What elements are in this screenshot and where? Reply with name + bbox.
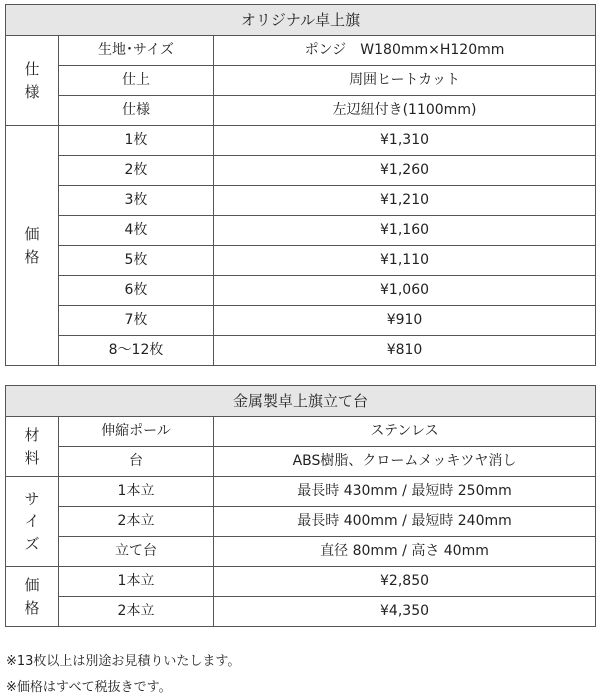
size-value-cell: 最長時 400mm / 最短時 240mm [214, 507, 596, 537]
price-group-label: 価 格 [6, 126, 59, 366]
spec-value-cell: 周囲ヒートカット [214, 66, 596, 96]
note-bulk-quote: ※13枚以上は別途お見積りいたします。 [6, 654, 241, 669]
material-group-label: 材 料 [6, 417, 59, 477]
stand-spec-table [5, 385, 596, 627]
spec-name-cell: 仕様 [59, 96, 214, 126]
price-cell: ¥810 [214, 336, 596, 366]
material-name-cell: 伸縮ポール [59, 417, 214, 447]
size-name-cell: 立て台 [59, 537, 214, 567]
material-name-cell: 台 [59, 447, 214, 477]
qty-cell: 4枚 [59, 216, 214, 246]
price-cell: ¥1,210 [214, 186, 596, 216]
note-tax-excluded: ※価格はすべて税抜きです。 [6, 680, 172, 695]
stand-table-title: 金属製卓上旗立て台 [6, 386, 596, 417]
stand-price-cell: ¥4,350 [214, 597, 596, 627]
size-name-cell: 2本立 [59, 507, 214, 537]
spec-group-label: 仕 様 [6, 36, 59, 126]
qty-cell: 6枚 [59, 276, 214, 306]
size-group-label: サ イ ズ [6, 477, 59, 567]
spec-name-cell: 仕上 [59, 66, 214, 96]
price-cell: ¥1,110 [214, 246, 596, 276]
stand-type-cell: 2本立 [59, 597, 214, 627]
qty-cell: 1枚 [59, 126, 214, 156]
qty-cell: 8～12枚 [59, 336, 214, 366]
material-value-cell: ステンレス [214, 417, 596, 447]
flag-table-title: オリジナル卓上旗 [6, 5, 596, 36]
qty-cell: 2枚 [59, 156, 214, 186]
qty-cell: 7枚 [59, 306, 214, 336]
flag-spec-table [5, 4, 596, 366]
stand-type-cell: 1本立 [59, 567, 214, 597]
spec-name-cell: 生地･サイズ [59, 36, 214, 66]
material-value-cell: ABS樹脂、クロームメッキツヤ消し [214, 447, 596, 477]
spec-value-cell: ポンジ W180mm×H120mm [214, 36, 596, 66]
spec-value-cell: 左辺紐付き(1100mm) [214, 96, 596, 126]
size-name-cell: 1本立 [59, 477, 214, 507]
qty-cell: 5枚 [59, 246, 214, 276]
price-cell: ¥1,060 [214, 276, 596, 306]
stand-price-group-label: 価 格 [6, 567, 59, 627]
price-cell: ¥1,260 [214, 156, 596, 186]
price-cell: ¥910 [214, 306, 596, 336]
price-cell: ¥1,160 [214, 216, 596, 246]
size-value-cell: 最長時 430mm / 最短時 250mm [214, 477, 596, 507]
qty-cell: 3枚 [59, 186, 214, 216]
size-value-cell: 直径 80mm / 高さ 40mm [214, 537, 596, 567]
price-cell: ¥1,310 [214, 126, 596, 156]
stand-price-cell: ¥2,850 [214, 567, 596, 597]
